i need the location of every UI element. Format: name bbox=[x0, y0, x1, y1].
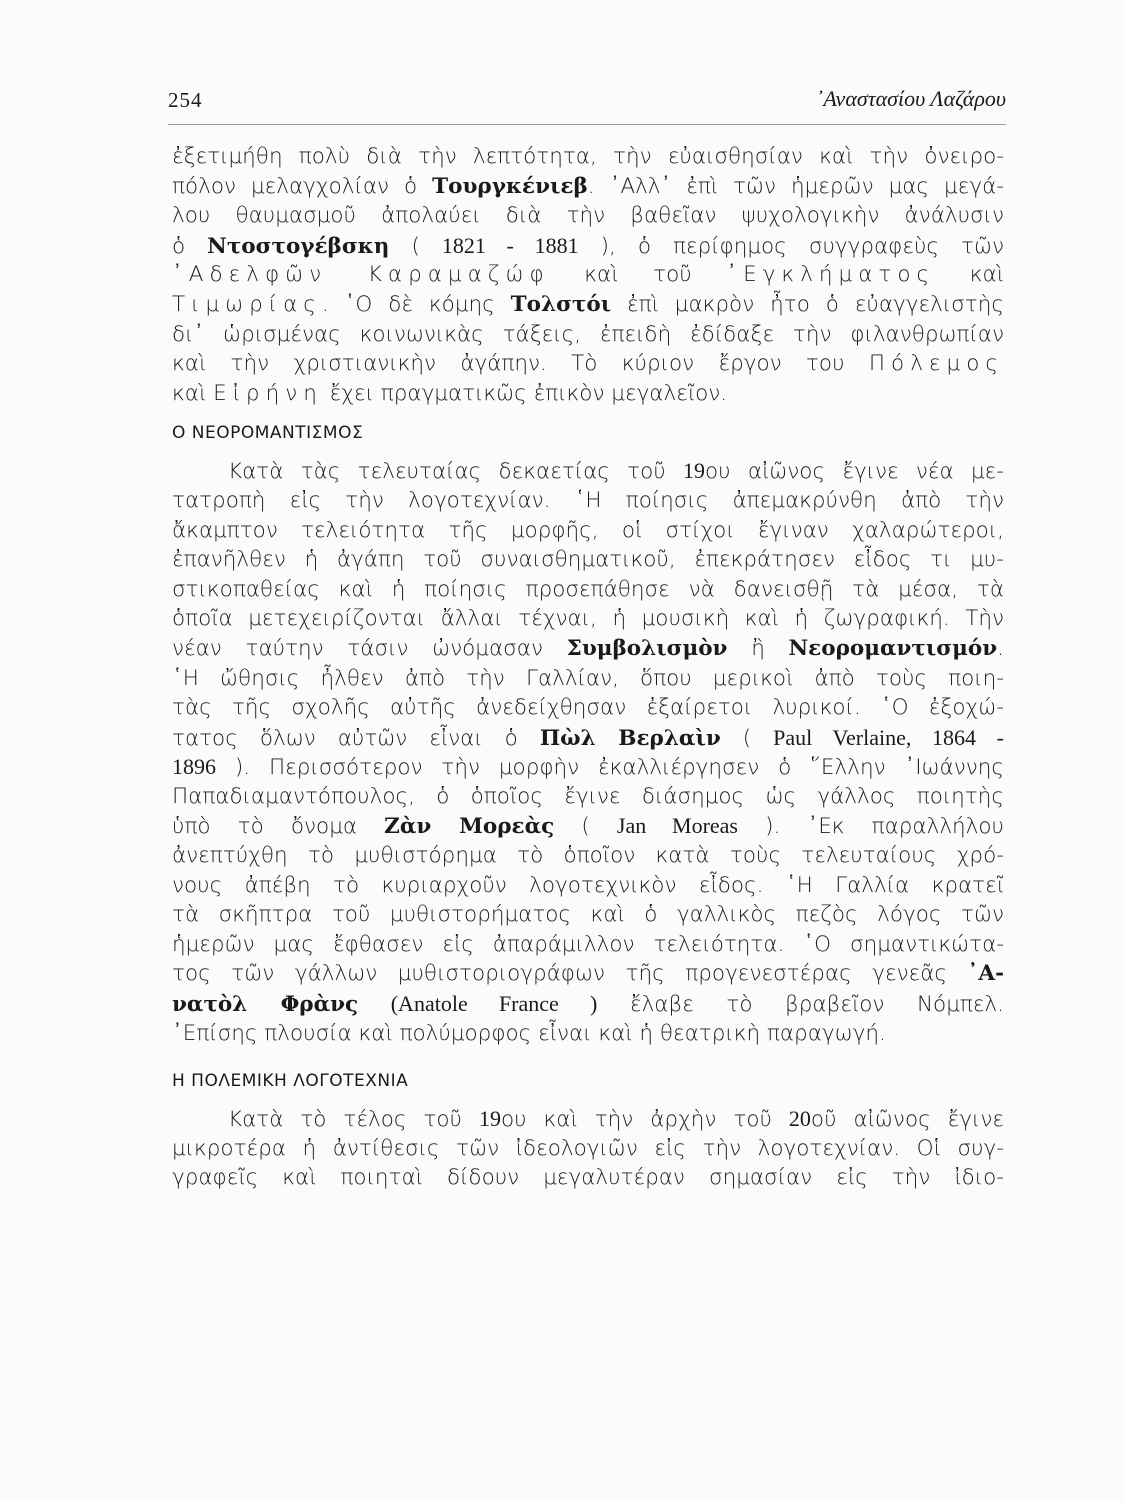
latin-text: 1821 - 1881 bbox=[441, 232, 579, 258]
latin-text: 19 bbox=[682, 458, 705, 484]
latin-text: 20 bbox=[788, 1106, 811, 1132]
text-line: Κατὰ τὰς τελευταίας δεκαετίας τοῦ 19ου αἰῶνος ἔγινε νέα με- bbox=[228, 458, 1004, 485]
page-number: 254 bbox=[168, 88, 203, 112]
running-head: ᾿Αναστασίου Λαζάρου bbox=[816, 86, 1006, 111]
text-line: τατροπὴ εἰς τὴν λογοτεχνίαν. ῾Η ποίησις ἀπεμακρύνθη ἀπὸ τὴν bbox=[172, 487, 1004, 513]
paragraph-war-literature bbox=[172, 1104, 1004, 1193]
text-line: ᾿Αδελφῶν Καραμαζώφ καὶ τοῦ ᾿Εγκλήματος καὶ bbox=[172, 262, 1004, 288]
text-line: Τιμωρίας. ῾Ο δὲ κόμης Τολστόι ἐπὶ μακρὸν ἦτο ὁ εὐαγγελιστὴς bbox=[172, 291, 1004, 317]
text-line: ἐπανῆλθεν ἡ ἀγάπη τοῦ συναισθηματικοῦ, ἐπεκράτησεν εἶδος τι μυ- bbox=[172, 547, 1004, 573]
text-line: μικροτέρα ἡ ἀντίθεσις τῶν ἰδεολογιῶν εἰς τὴν λογοτεχνίαν. Οἱ συγ- bbox=[172, 1135, 1004, 1161]
text-line: καὶ Εἰρήνη ἔχει πραγματικῶς ἐπικὸν μεγαλεῖον. bbox=[172, 380, 728, 406]
text-line: γραφεῖς καὶ ποιηταὶ δίδουν μεγαλυτέραν σημασίαν εἰς τὴν ἰδιο- bbox=[172, 1165, 1004, 1191]
section-heading-war-literature: Η ΠΟΛΕΜΙΚΗ ΛΟΓΟΤΕΧΝΙΑ bbox=[172, 1071, 409, 1092]
text-line: δι᾿ ὡρισμένας κοινωνικὰς τάξεις, ἐπειδὴ ἐδίδαξε τὴν φιλανθρωπίαν bbox=[172, 321, 1004, 347]
paragraph-neoromanticism bbox=[172, 456, 1004, 1048]
text-line: ὑπὸ τὸ ὄνομα Ζὰν Μορεὰς ( Jan Moreas ). ᾿Εκ παραλλήλου bbox=[172, 813, 1004, 840]
text-line: ὁποῖα μετεχειρίζονται ἄλλαι τέχναι, ἡ μουσικὴ καὶ ἡ ζωγραφική. Τὴν bbox=[172, 606, 1004, 632]
bold-name: Νεορομαντισμόν bbox=[788, 635, 998, 661]
bold-name: Ζὰν Μορεὰς bbox=[384, 814, 555, 840]
bold-name: Τολστόι bbox=[510, 291, 612, 317]
text-line: στικοπαθείας καὶ ἡ ποίησις προσεπάθησε νὰ δανεισθῇ τὰ μέσα, τὰ bbox=[172, 576, 1004, 602]
bold-name: Τουργκένιεβ bbox=[432, 173, 588, 199]
page-body bbox=[172, 142, 1004, 1193]
latin-text: Jan Moreas bbox=[616, 813, 738, 839]
bold-name: νατὸλ Φρὰνς bbox=[172, 992, 359, 1018]
text-line: ἐξετιμήθη πολὺ διὰ τὴν λεπτότητα, τὴν εὐαισθησίαν καὶ τὴν ὀνειρο- bbox=[172, 144, 1004, 169]
page-header bbox=[168, 82, 1006, 122]
spaced-title: Εἰρήνη bbox=[213, 380, 323, 406]
section-heading-neoromanticism: Ο ΝΕΟΡΟΜΑΝΤΙΣΜΟΣ bbox=[172, 423, 364, 444]
text-line: ἄκαμπτον τελειότητα τῆς μορφῆς, οἱ στίχοι ἔγιναν χαλαρώτεροι, bbox=[172, 517, 1004, 543]
text-line: τὰς τῆς σχολῆς αὐτῆς ἀνεδείχθησαν ἐξαίρετοι λυρικοί. ῾Ο ἐξοχώ- bbox=[172, 695, 1004, 721]
paragraph-tolstoy-dostoevsky bbox=[172, 142, 1004, 408]
text-line: ἀνεπτύχθη τὸ μυθιστόρημα τὸ ὁποῖον κατὰ τοὺς τελευταίους χρό- bbox=[172, 843, 1004, 869]
spaced-title: ᾿Εγκλήματος bbox=[726, 262, 936, 288]
spaced-title: Πόλεμος bbox=[868, 351, 1004, 377]
bold-name: ᾿Α- bbox=[967, 961, 1004, 987]
latin-text: Paul Verlaine, 1864 - bbox=[773, 724, 1004, 750]
text-line: ῾Η ὤθησις ἦλθεν ἀπὸ τὴν Γαλλίαν, ὅπου μερικοὶ ἀπὸ τοὺς ποιη- bbox=[172, 665, 1004, 691]
text-line: νους ἀπέβη τὸ κυριαρχοῦν λογοτεχνικὸν εἶδος. ῾Η Γαλλία κρατεῖ bbox=[172, 872, 1004, 898]
text-line: νέαν ταύτην τάσιν ὠνόμασαν Συμβολισμὸν ἢ Νεορομαντισμόν. bbox=[172, 635, 1004, 661]
text-line: καὶ τὴν χριστιανικὴν ἀγάπην. Τὸ κύριον ἔργον του Πόλεμος bbox=[172, 351, 1004, 377]
text-line: ἡμερῶν μας ἔφθασεν εἰς ἀπαράμιλλον τελειότητα. ῾Ο σημαντικώτα- bbox=[172, 931, 1004, 957]
text-line: ὁ Ντοστογέβσκη ( 1821 - 1881 ), ὁ περίφημος συγγραφεὺς τῶν bbox=[172, 232, 1004, 259]
latin-text: 19 bbox=[478, 1106, 501, 1132]
latin-text: (Anatole France ) bbox=[390, 991, 598, 1017]
text-line: τὰ σκῆπτρα τοῦ μυθιστορήματος καὶ ὁ γαλλικὸς πεζὸς λόγος τῶν bbox=[172, 902, 1004, 928]
text-line: νατὸλ Φρὰνς (Anatole France ) ἔλαβε τὸ βραβεῖον Νόμπελ. bbox=[172, 991, 1004, 1018]
text-line: λου θαυμασμοῦ ἀπολαύει διὰ τὴν βαθεῖαν ψυχολογικὴν ἀνάλυσιν bbox=[172, 203, 1004, 229]
text-line: πόλον μελαγχολίαν ὁ Τουργκένιεβ. ᾿Αλλ᾿ ἐπὶ τῶν ἡμερῶν μας μεγά- bbox=[172, 173, 1004, 199]
text-line: ᾿Επίσης πλουσία καὶ πολύμορφος εἶναι καὶ ἡ θεατρικὴ παραγωγή. bbox=[172, 1020, 886, 1046]
text-line: 1896 ). Περισσότερον τὴν μορφὴν ἐκαλλιέργησεν ὁ ῞Ελλην ᾿Ιωάννης bbox=[172, 754, 1004, 781]
text-line: Παπαδιαμαντόπουλος, ὁ ὁποῖος ἔγινε διάσημος ὡς γάλλος ποιητὴς bbox=[172, 783, 1004, 809]
bold-name: Πὼλ Βερλαὶν bbox=[539, 725, 721, 751]
text-line: τατος ὅλων αὐτῶν εἶναι ὁ Πὼλ Βερλαὶν ( Paul Verlaine, 1864 - bbox=[172, 724, 1004, 751]
bold-name: Συμβολισμὸν bbox=[566, 635, 728, 661]
latin-text: 1896 bbox=[172, 754, 216, 780]
section-gap bbox=[172, 1048, 1004, 1056]
text-line: Κατὰ τὸ τέλος τοῦ 19ου καὶ τὴν ἀρχὴν τοῦ 20οῦ αἰῶνος ἔγινε bbox=[228, 1106, 1004, 1133]
spaced-title: ᾿Αδελφῶν Καραμαζώφ bbox=[172, 262, 550, 288]
bold-name: Ντοστογέβσκη bbox=[207, 233, 390, 259]
text-line: τος τῶν γάλλων μυθιστοριογράφων τῆς προγενεστέρας γενεᾶς ᾿Α- bbox=[172, 961, 1004, 987]
header-rule bbox=[168, 124, 1006, 125]
spaced-title: Τιμωρίας bbox=[172, 291, 322, 317]
